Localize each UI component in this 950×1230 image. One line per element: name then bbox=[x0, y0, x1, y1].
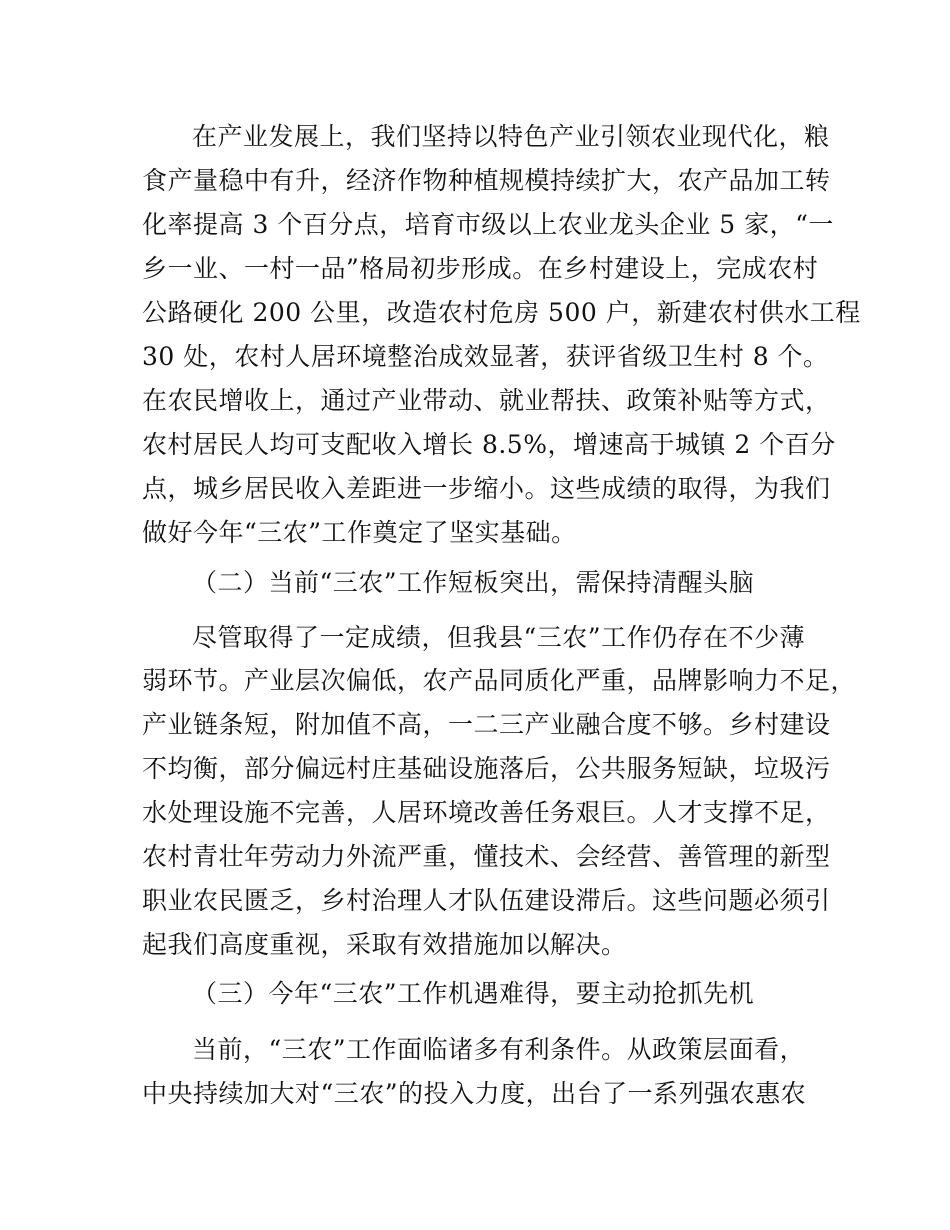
paragraph-2-line: 产业链条短，附加值不高，一二三产业融合度不够。乡村建设 bbox=[142, 710, 831, 739]
paragraph-1-line: 在农民增收上，通过产业带动、就业帮扶、政策补贴等方式， bbox=[142, 386, 831, 415]
paragraph-1-line: 乡一业、一村一品”格局初步形成。在乡村建设上，完成农村 bbox=[142, 254, 819, 283]
paragraph-1-line: 点，城乡居民收入差距进一步缩小。这些成绩的取得，为我们 bbox=[142, 474, 831, 503]
paragraph-1-line: 在产业发展上，我们坚持以特色产业引领农业现代化，粮 bbox=[192, 122, 830, 151]
paragraph-2-line: 尽管取得了一定成绩，但我县“三农”工作仍存在不少薄 bbox=[192, 623, 806, 652]
paragraph-2-line: 农村青壮年劳动力外流严重，懂技术、会经营、善管理的新型 bbox=[142, 842, 831, 871]
paragraph-1-line: 化率提高 3 个百分点，培育市级以上农业龙头企业 5 家，“一 bbox=[142, 210, 834, 239]
paragraph-3-line: 当前，“三农”工作面临诸多有利条件。从政策层面看， bbox=[192, 1035, 806, 1064]
section-heading-2: （二）当前“三农”工作短板突出，需保持清醒头脑 bbox=[192, 568, 755, 597]
paragraph-3-line: 中央持续加大对“三农”的投入力度，出台了一系列强农惠农 bbox=[142, 1079, 807, 1108]
paragraph-1-line: 30 处，农村人居环境整治成效显著，获评省级卫生村 8 个。 bbox=[142, 342, 829, 371]
paragraph-2-line: 职业农民匮乏，乡村治理人才队伍建设滞后。这些问题必须引 bbox=[142, 886, 831, 915]
paragraph-1-line: 农村居民人均可支配收入增长 8.5%，增速高于城镇 2 个百分 bbox=[142, 430, 836, 459]
paragraph-1-line: 食产量稳中有升，经济作物种植规模持续扩大，农产品加工转 bbox=[142, 166, 831, 195]
paragraph-1-line: 做好今年“三农”工作奠定了坚实基础。 bbox=[142, 518, 577, 547]
section-heading-3: （三）今年“三农”工作机遇难得，要主动抢抓先机 bbox=[192, 979, 755, 1008]
paragraph-1-line: 公路硬化 200 公里，改造农村危房 500 户，新建农村供水工程 bbox=[142, 298, 861, 327]
paragraph-2-line: 不均衡，部分偏远村庄基础设施落后，公共服务短缺，垃圾污 bbox=[142, 754, 831, 783]
paragraph-2-line: 水处理设施不完善，人居环境改善任务艰巨。人才支撑不足， bbox=[142, 798, 831, 827]
paragraph-2-line: 起我们高度重视，采取有效措施加以解决。 bbox=[142, 930, 627, 959]
paragraph-2-line: 弱环节。产业层次偏低，农产品同质化严重，品牌影响力不足， bbox=[142, 666, 857, 695]
